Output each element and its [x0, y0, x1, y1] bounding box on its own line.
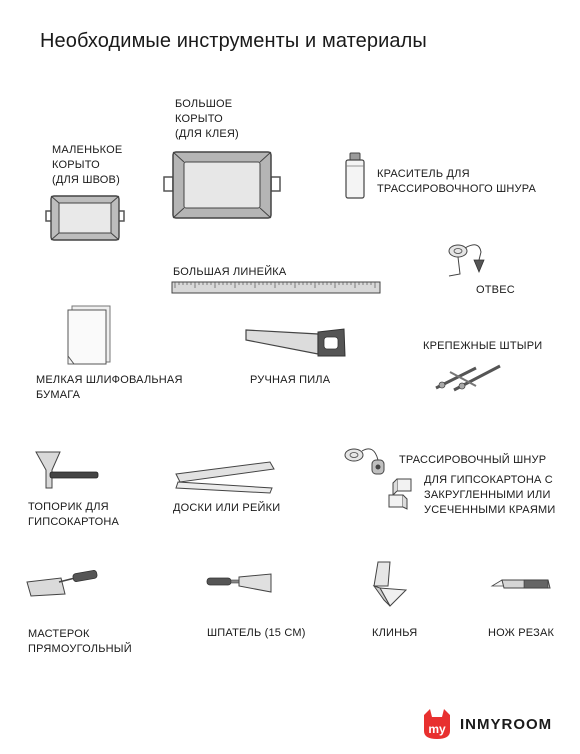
ruler-label: БОЛЬШАЯ ЛИНЕЙКА: [173, 266, 287, 278]
hatchet-icon: [32, 450, 102, 490]
spatula-icon: [205, 572, 273, 596]
chalk-line-label: ТРАССИРОВОЧНЫЙ ШНУР: [399, 454, 547, 466]
chalk-line-icon: [340, 442, 390, 482]
hatchet-label: ТОПОРИК ДЛЯ ГИПСОКАРТОНА: [28, 501, 120, 528]
corner-blocks-icon: [385, 477, 415, 511]
boards-label: ДОСКИ ИЛИ РЕЙКИ: [173, 502, 281, 514]
corner-drywall-label: ДЛЯ ГИПСОКАРТОНА С ЗАКРУГЛЕННЫМИ ИЛИ УСЕЧЕННЫМИ КРАЯМИ: [424, 474, 556, 516]
ruler-icon: [171, 281, 381, 294]
svg-text:my: my: [428, 722, 446, 736]
small-trough-icon: [45, 194, 125, 244]
dye-label: КРАСИТЕЛЬ ДЛЯ ТРАССИРОВОЧНОГО ШНУРА: [377, 168, 537, 195]
sandpaper-label: МЕЛКАЯ ШЛИФОВАЛЬНАЯ БУМАГА: [36, 374, 183, 401]
small-trough-label: МАЛЕНЬКОЕ КОРЫТО (ДЛЯ ШВОВ): [52, 144, 123, 186]
wedges-icon: [370, 560, 410, 608]
saw-label: РУЧНАЯ ПИЛА: [250, 374, 331, 386]
page-title: Необходимые инструменты и материалы: [40, 30, 427, 52]
inmyroom-logo-icon: [420, 707, 454, 741]
large-trough-icon: [163, 150, 281, 222]
boards-icon: [172, 460, 282, 494]
plumb-bob-icon: [443, 238, 489, 284]
dye-bottle-icon: [343, 152, 367, 200]
wedges-label: КЛИНЬЯ: [372, 627, 418, 639]
trowel-icon: [25, 568, 99, 598]
pins-label: КРЕПЕЖНЫЕ ШТЫРИ: [423, 340, 543, 352]
utility-knife-icon: [490, 574, 552, 594]
brand-logo[interactable]: [420, 707, 570, 743]
hand-saw-icon: [244, 326, 348, 362]
plumb-label: ОТВЕС: [476, 284, 515, 296]
sandpaper-icon: [64, 302, 114, 366]
spatula-label: ШПАТЕЛЬ (15 СМ): [207, 627, 306, 639]
trowel-label: МАСТЕРОК ПРЯМОУГОЛЬНЫЙ: [28, 628, 132, 655]
knife-label: НОЖ РЕЗАК: [488, 627, 555, 639]
pins-icon: [432, 360, 504, 396]
large-trough-label: БОЛЬШОЕ КОРЫТО (ДЛЯ КЛЕЯ): [175, 98, 239, 140]
brand-name: INMYROOM: [460, 716, 553, 733]
